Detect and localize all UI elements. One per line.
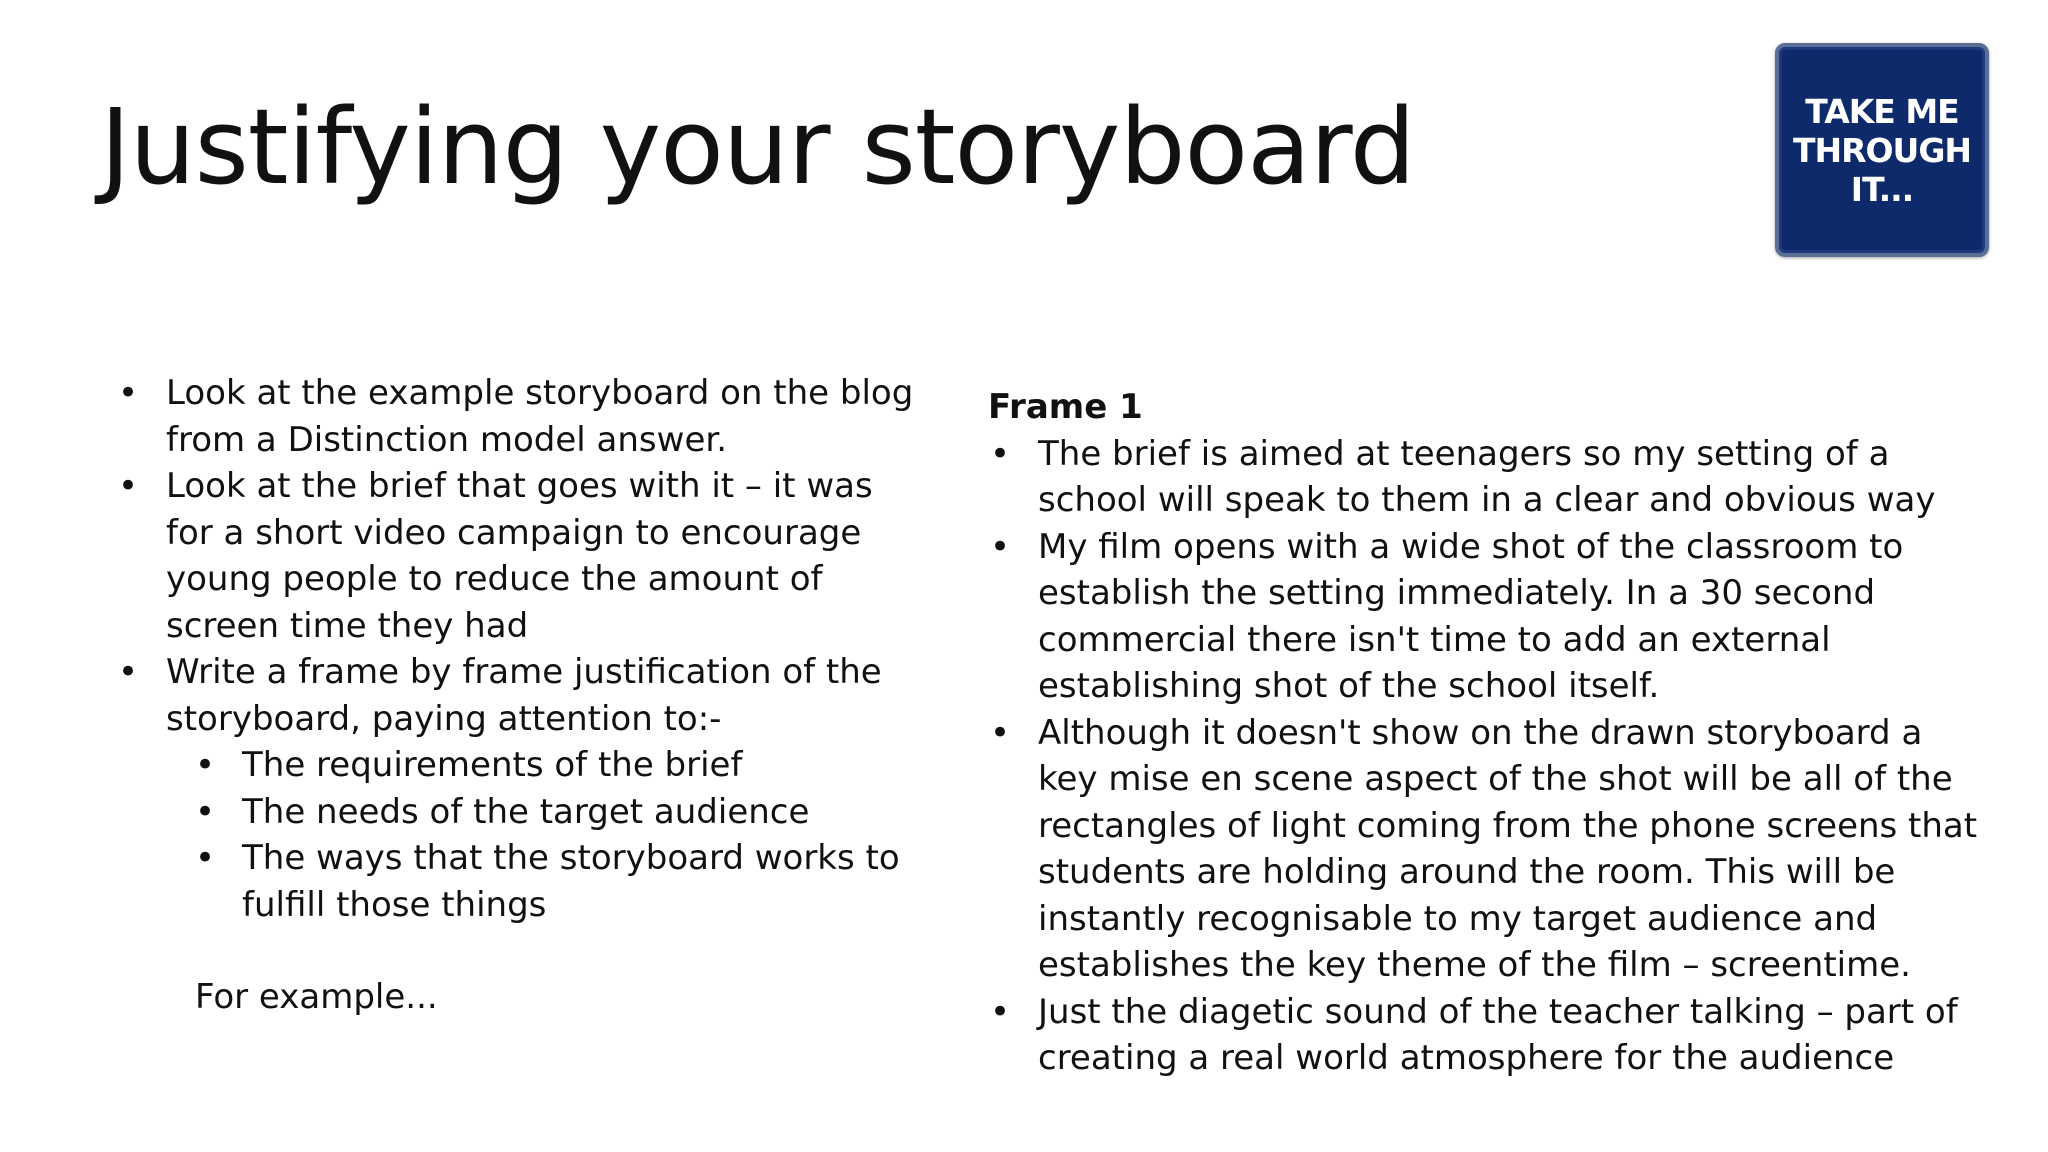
instructions-column [116,370,916,1021]
take-me-through-it-button[interactable] [1775,43,1989,257]
frame-justification-column [988,384,1988,1082]
attention-point-requirements: • The requirements of the brief [242,742,916,789]
instructions-list [116,370,916,928]
frame-justification-list [988,431,1988,1082]
slide-title: Justifying your storyboard [100,86,1415,208]
attention-point-storyboard-ways: • The ways that the storyboard works to fulfill those things [242,835,916,928]
instruction-item-look-at-storyboard: • Look at the example storyboard on the blog from a Distinction model answer. [116,370,916,463]
justification-item-setting: • The brief is aimed at teenagers so my setting of a school will speak to them in a clear and obvious way [988,431,1988,524]
take-me-through-it-label: TAKE ME THROUGH IT... [1792,91,1972,209]
justification-item-diegetic-sound: • Just the diagetic sound of the teacher talking – part of creating a real world atmosphere for the audience [988,989,1988,1082]
attention-point-audience-needs: • The needs of the target audience [242,789,916,836]
frame-heading: Frame 1 [988,387,1143,427]
for-example-text: For example... [195,977,438,1017]
justification-item-mise-en-scene: • Although it doesn't show on the drawn storyboard a key mise en scene aspect of the shot will be all of the rectangles of light coming from the phone screens that students are holding around the room. This will be instantly recognisable to my target audience and establishes the key theme of the film – screentime. [988,710,1988,989]
justification-item-wide-shot: • My film opens with a wide shot of the classroom to establish the setting immediately. In a 30 second commercial there isn't time to add an external establishing shot of the school itself. [988,524,1988,710]
instruction-item-write-justification [116,649,916,928]
instruction-item-look-at-brief: • Look at the brief that goes with it – it was for a short video campaign to encourage young people to reduce the amount of screen time they had [116,463,916,649]
instruction-item-write-justification-text: Write a frame by frame justification of the storyboard, paying attention to:- [166,652,882,739]
attention-points-list [166,742,916,928]
